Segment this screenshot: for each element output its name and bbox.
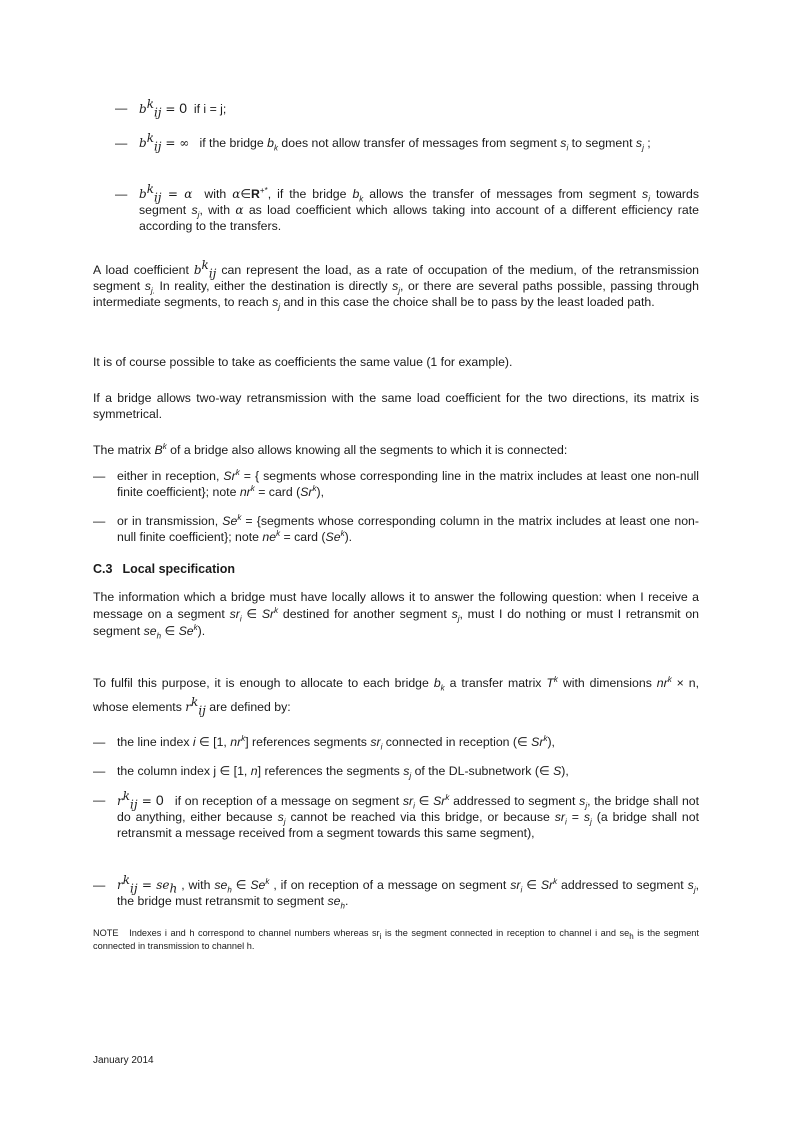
- paragraph-matrix: The matrix $B^k$ of a bridge also allows knowing all the segments to which it is connected:: [93, 441, 568, 457]
- list-item-column-index: — the column index j ∈ [1, n] references the segments $s_j$ of the DL-subnetwork (∈ S),: [93, 764, 569, 781]
- paragraph-same-value: It is of course possible to take as coefficients the same value (1 for example).: [93, 355, 513, 369]
- section-title: Local specification: [122, 562, 235, 576]
- dash-bullet: —: [115, 101, 128, 115]
- section-number: C.3: [93, 562, 113, 576]
- list-item-rij-seh: — $r^k_{ij} = se_h$ , with $se_h$ ∈ Se$^k$ , if on reception of a message on segment $sr_i$ ∈ Sr$^k$ addressed to segment $s_j$, the bridge must retransmit to segment $se_h$.: [93, 872, 700, 911]
- page-footer-date: January 2014: [93, 1055, 154, 1066]
- list-item-transmission: — or in transmission, Se$^k$ = {segments whose corresponding column in the matrix includes at least one non-null finite coefficient}; note $ne^k$ = card (Se$^k$).: [93, 512, 699, 544]
- dash-bullet: —: [93, 735, 106, 749]
- list-item-line-index: — the line index i ∈ [1, $nr^k$] references segments $sr_i$ connected in reception (∈ Sr$^k$),: [93, 733, 555, 752]
- dash-bullet: —: [93, 793, 106, 807]
- list-item-rij-zero: — $r^k_{ij} = 0$ if on reception of a message on segment $sr_i$ ∈ Sr$^k$ addressed to segment $s_j$, the bridge shall not do anything, either because $s_j$ cannot be reached via this bridge, or because $sr_i = s_j$ (a bridge shall not retransmit a message received from a segment towards this same segment),: [93, 788, 700, 840]
- dash-bullet: —: [93, 878, 106, 892]
- paragraph-two-way: If a bridge allows two-way retransmission with the same load coefficient for the two directions, its matrix is symmetrical.: [93, 391, 699, 421]
- dash-bullet: —: [93, 514, 106, 528]
- list-item-bij-alpha: — $b^k_{ij} = \alpha$ with α∈R+*, if the bridge $b_k$ allows the transfer of messages from segment $s_i$ towards segment $s_j$, with α as load coefficient which allows taking into account of a different efficiency rate according to the transfers.: [115, 181, 699, 233]
- list-item-bij-zero: — $b^k_{ij} = 0$ if i = j;: [115, 96, 227, 120]
- dash-bullet: —: [115, 187, 128, 201]
- list-item-bij-infinity: — $b^k_{ij}$ = ∞ if the bridge $b_k$ does not allow transfer of messages from segment $s_i$ to segment $s_j$ ;: [115, 130, 651, 154]
- dash-bullet: —: [93, 764, 106, 778]
- dash-bullet: —: [115, 136, 128, 150]
- list-item-reception: — either in reception, Sr$^k$ = { segments whose corresponding line in the matrix includes at least one non-null finite coefficient}; note $nr^k$ = card (Sr$^k$),: [93, 467, 700, 499]
- paragraph-load-coefficient: A load coefficient $b^k_{ij}$ can represent the load, as a rate of occupation of the medium, of the retransmission segment $s_{j.}$ In reality, either the destination is directly $s_j$, or there are several paths possible, passing through intermediate segments, to reach $s_j$ and in this case the choice shall be to pass by the least loaded path.: [93, 257, 700, 312]
- paragraph-transfer-matrix: To fulfil this purpose, it is enough to allocate to each bridge $b_k$ a transfer matrix $T^k$ with dimensions $nr^k \times n$, whose elements $r^k_{ij}$ are defined by:: [93, 674, 700, 718]
- paragraph-local-info: The information which a bridge must have locally allows it to answer the following question: when I receive a message on a segment $sr_i$ ∈ Sr$^k$ destined for another segment $s_j$, must I do nothing or must I retransmit on segment $se_h$ ∈ Se$^k$).: [93, 590, 700, 641]
- dash-bullet: —: [93, 469, 106, 483]
- note-label: NOTE: [93, 928, 119, 938]
- section-heading: [93, 561, 235, 577]
- note: NOTE Indexes i and h correspond to channel numbers whereas $sr_i$ is the segment connected in reception to channel i and $se_h$ is the segment connected in transmission to channel h.: [93, 928, 699, 951]
